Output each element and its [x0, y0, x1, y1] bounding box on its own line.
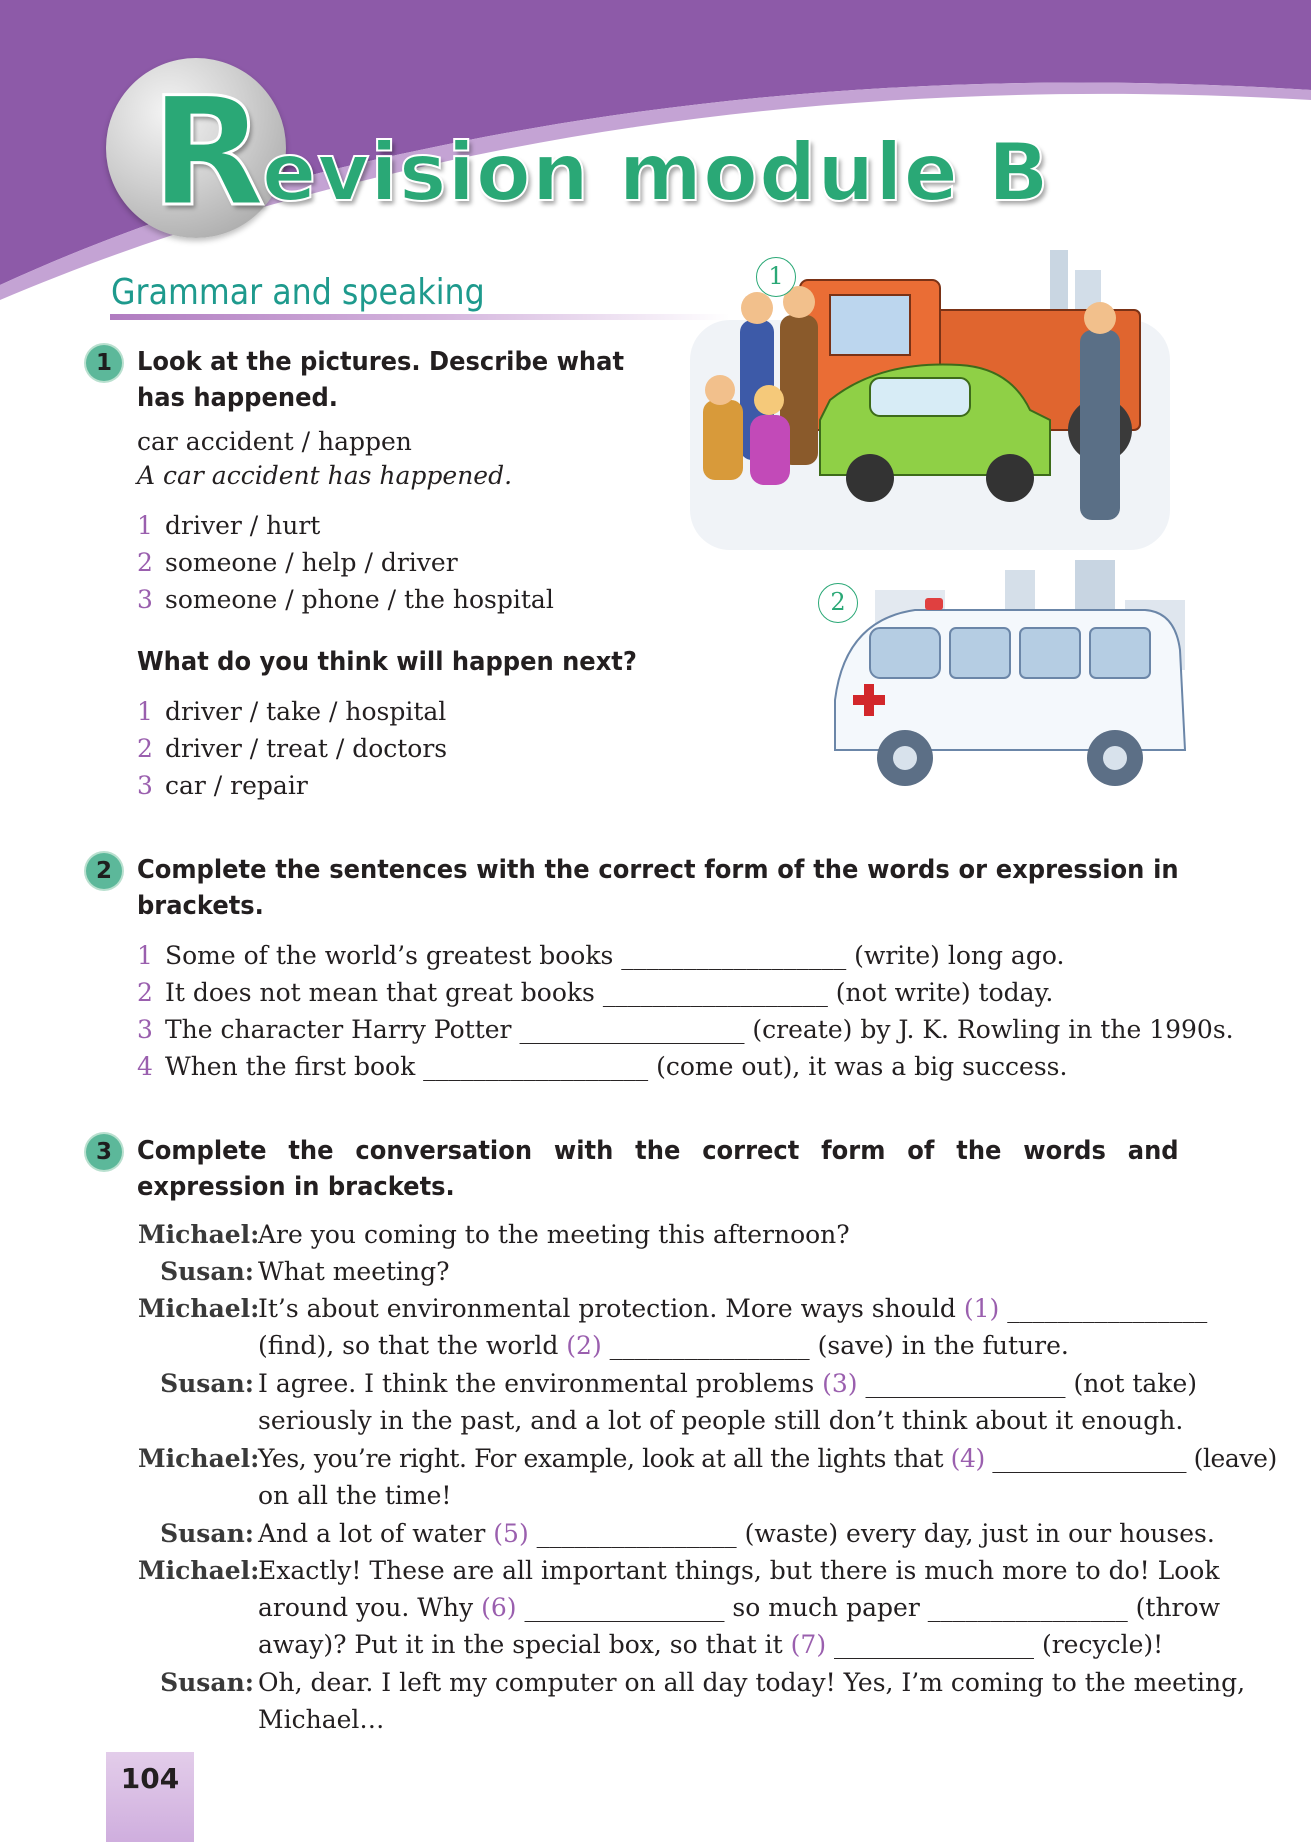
dialogue-line: Oh, dear. I left my computer on all day today! Yes, I’m coming to the meeting,: [258, 1668, 1246, 1697]
speaker-label: Michael:: [138, 1556, 260, 1585]
sentence-item: 3 The character Harry Potter __________________ (create) by J. K. Rowling in the 1990s.: [137, 1015, 1234, 1044]
exercise-2-instruction: Complete the sentences with the correct form of the words or expression in brackets.: [137, 855, 1179, 921]
ambulance-illustration: [815, 560, 1220, 805]
example-answer: A car accident has happened.: [137, 461, 513, 490]
dialogue-line: on all the time!: [258, 1481, 452, 1510]
speaker-label: Michael:: [138, 1294, 260, 1323]
dialogue-line: Exactly! These are all important things, but there is much more to do! Look: [258, 1556, 1220, 1585]
dialogue-line: seriously in the past, and a lot of people still don’t think about it enough.: [258, 1406, 1184, 1435]
list-item: 2 someone / help / driver: [137, 548, 458, 577]
title-initial: R: [150, 66, 266, 240]
speaker-label: Michael:: [138, 1444, 260, 1473]
sentence-item: 1 Some of the world’s greatest books __________________ (write) long ago.: [137, 941, 1065, 970]
speaker-label: Michael:: [138, 1220, 260, 1249]
exercise-3-number: 3: [86, 1134, 122, 1170]
dialogue-line: It’s about environmental protection. More ways should (1) ________________: [258, 1294, 1208, 1323]
picture-2-label: 2: [818, 583, 858, 623]
dialogue-line: Are you coming to the meeting this afternoon?: [258, 1220, 850, 1249]
dialogue-line: And a lot of water (5) ________________ (waste) every day, just in our houses.: [258, 1519, 1215, 1548]
picture-1-label: 1: [756, 257, 796, 297]
dialogue-line: (find), so that the world (2) ________________ (save) in the future.: [258, 1331, 1069, 1360]
dialogue-line: I agree. I think the environmental problems (3) ________________ (not take): [258, 1369, 1197, 1398]
example-prompt: car accident / happen: [137, 427, 412, 456]
page-title: evision module B: [262, 126, 1050, 219]
list-item: 3 car / repair: [137, 771, 308, 800]
accident-illustration: [680, 250, 1180, 570]
exercise-1-instruction: Look at the pictures. Describe what has happened.: [137, 347, 625, 413]
sentence-item: 2 It does not mean that great books __________________ (not write) today.: [137, 978, 1054, 1007]
list-item: 1 driver / take / hospital: [137, 697, 447, 726]
speaker-label: Susan:: [160, 1369, 254, 1398]
section-underline: [110, 314, 730, 320]
page-number: 104: [120, 1762, 180, 1795]
speaker-label: Susan:: [160, 1257, 254, 1286]
exercise-1-number: 1: [86, 345, 122, 381]
dialogue-line: Yes, you’re right. For example, look at all the lights that (4) ________________ (leave): [258, 1444, 1277, 1473]
dialogue-line: Michael…: [258, 1705, 385, 1734]
exercise-2-number: 2: [86, 853, 122, 889]
list-item: 2 driver / treat / doctors: [137, 734, 448, 763]
dialogue-line: around you. Why (6) ________________ so much paper ________________ (throw: [258, 1593, 1220, 1622]
exercise-1-question: What do you think will happen next?: [137, 647, 637, 677]
list-item: 1 driver / hurt: [137, 511, 321, 540]
speaker-label: Susan:: [160, 1519, 254, 1548]
speaker-label: Susan:: [160, 1668, 254, 1697]
exercise-3-instruction: Complete the conversation with the correct form of the words and expression in brackets.: [137, 1136, 1179, 1202]
dialogue-line: What meeting?: [258, 1257, 450, 1286]
sentence-item: 4 When the first book __________________ (come out), it was a big success.: [137, 1052, 1068, 1081]
section-heading: Grammar and speaking: [111, 272, 485, 313]
dialogue-line: away)? Put it in the special box, so that it (7) ________________ (recycle)!: [258, 1630, 1164, 1659]
list-item: 3 someone / phone / the hospital: [137, 585, 554, 614]
